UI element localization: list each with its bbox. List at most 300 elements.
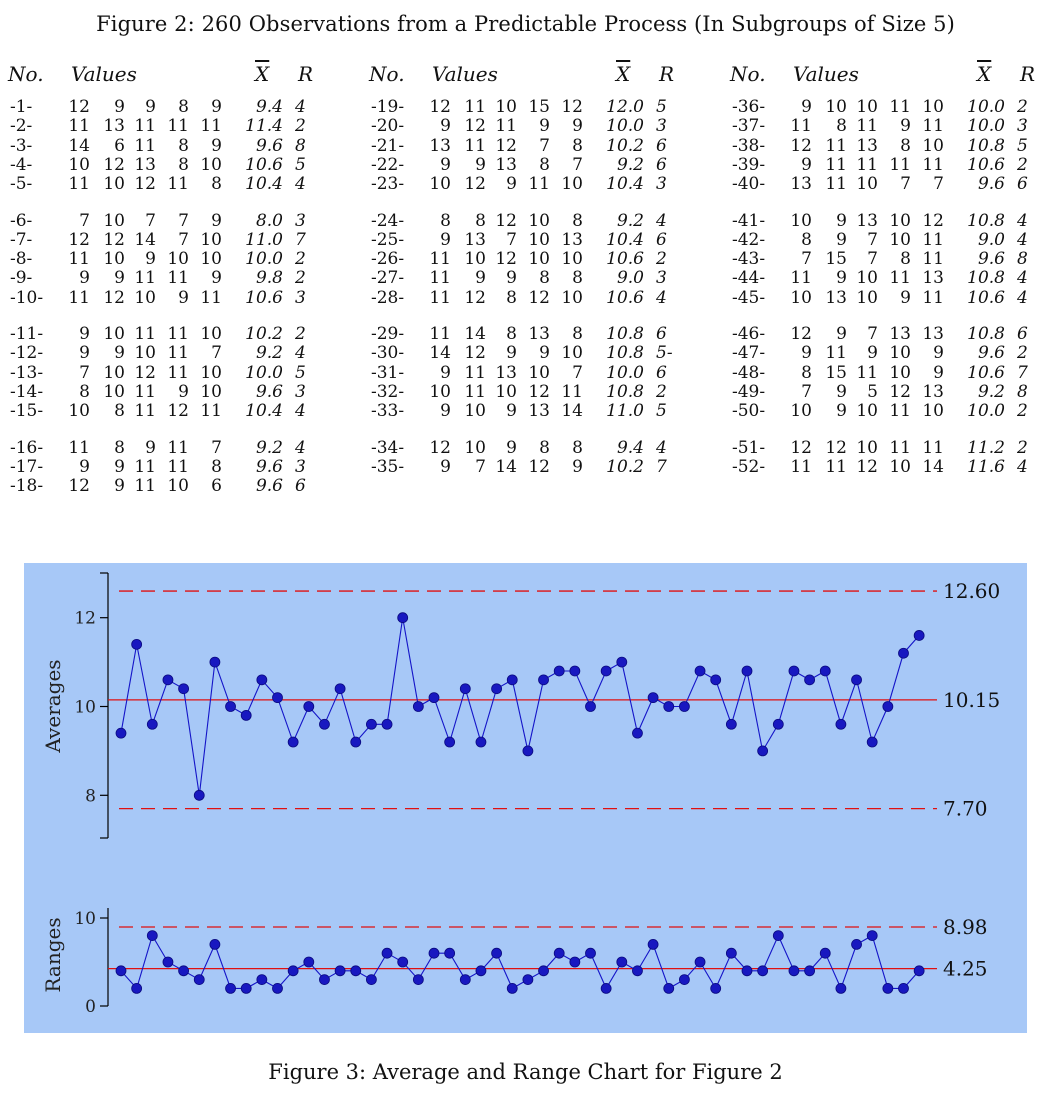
subgroup-average: 10.4 xyxy=(606,174,644,195)
observation-value: 9 xyxy=(211,135,222,156)
observation-value: 11 xyxy=(134,116,156,137)
averages-data-point xyxy=(210,657,220,667)
observation-value: 10 xyxy=(856,401,878,422)
observation-value: 13 xyxy=(528,324,550,344)
observation-value: 13 xyxy=(495,154,517,175)
subgroup-average: 10.8 xyxy=(967,135,1005,156)
observation-value: 10 xyxy=(103,324,125,344)
observation-value: 13 xyxy=(561,229,583,250)
observation-value: 13 xyxy=(528,401,550,422)
observation-value: 10 xyxy=(464,401,486,422)
subgroup-number: -19- xyxy=(371,97,405,117)
observation-value: 10 xyxy=(889,229,911,250)
observation-value: 10 xyxy=(561,343,583,364)
observation-value: 11 xyxy=(825,135,847,156)
observation-value: 12 xyxy=(103,229,125,250)
observation-value: 9 xyxy=(801,343,812,364)
subgroup-number: -3- xyxy=(10,135,33,156)
ranges-data-point xyxy=(413,975,423,985)
observation-value: 11 xyxy=(200,116,222,137)
observation-value: 7 xyxy=(475,456,486,477)
subgroup-number: -35- xyxy=(371,456,405,477)
observation-value: 10 xyxy=(134,287,156,308)
header-values: Values xyxy=(793,62,859,86)
ranges-data-point xyxy=(789,966,799,976)
averages-data-point xyxy=(382,719,392,729)
ranges-data-point xyxy=(805,966,815,976)
observation-value: 14 xyxy=(68,135,90,156)
header-r: R xyxy=(1020,62,1036,86)
observation-value: 11 xyxy=(134,324,156,344)
observation-value: 8 xyxy=(572,437,583,458)
observation-value: 11 xyxy=(167,437,189,458)
subgroup-average: 10.4 xyxy=(245,174,283,195)
ranges-data-point xyxy=(773,931,783,941)
ranges-data-point xyxy=(648,939,658,949)
subgroup-range: 4 xyxy=(656,210,667,231)
subgroup-range: 6 xyxy=(656,229,667,250)
averages-series-line xyxy=(121,618,919,796)
subgroup-range: 4 xyxy=(295,343,306,364)
observation-value: 7 xyxy=(79,210,90,231)
observation-value: 9 xyxy=(836,324,847,344)
observation-value: 9 xyxy=(836,268,847,289)
observation-value: 12 xyxy=(464,343,486,364)
subgroup-average: 10.8 xyxy=(967,210,1005,231)
subgroup-range: 7 xyxy=(656,456,667,477)
observation-value: 11 xyxy=(167,116,189,137)
subgroup-range: 5 xyxy=(656,97,667,117)
subgroup-number: -41- xyxy=(732,210,766,231)
observation-value: 9 xyxy=(506,437,517,458)
ranges-data-point xyxy=(507,983,517,993)
observation-value: 10 xyxy=(429,174,451,195)
averages-data-point xyxy=(773,719,783,729)
averages-y-tick-label: 8 xyxy=(85,786,96,807)
subgroup-range: 2 xyxy=(295,268,306,289)
ranges-data-point xyxy=(163,957,173,967)
observation-value: 11 xyxy=(200,401,222,422)
subgroup-number: -52- xyxy=(732,456,766,477)
subgroup-range: 7 xyxy=(1017,362,1028,383)
observation-value: 8 xyxy=(572,324,583,344)
subgroup-number: -46- xyxy=(732,324,766,344)
subgroup-number: -50- xyxy=(732,401,766,422)
observation-value: 10 xyxy=(103,381,125,402)
ranges-data-point xyxy=(664,983,674,993)
subgroup-average: 10.8 xyxy=(606,381,644,402)
subgroup-average: 11.4 xyxy=(245,116,283,137)
observation-value: 12 xyxy=(790,437,812,458)
observation-value: 13 xyxy=(495,362,517,383)
observation-value: 10 xyxy=(889,210,911,231)
observation-value: 12 xyxy=(68,229,90,250)
ranges-upper-limit-label: 8.98 xyxy=(943,914,988,939)
averages-data-point xyxy=(820,666,830,676)
ranges-data-point xyxy=(366,975,376,985)
observation-value: 9 xyxy=(539,116,550,137)
subgroup-number: -28- xyxy=(371,287,405,308)
averages-data-point xyxy=(726,719,736,729)
observation-value: 7 xyxy=(572,362,583,383)
averages-data-point xyxy=(179,684,189,694)
subgroup-average: 9.0 xyxy=(977,229,1005,250)
subgroup-average: 10.2 xyxy=(245,324,283,344)
subgroup-average: 10.0 xyxy=(606,362,644,383)
subgroup-range: 3 xyxy=(295,456,306,477)
subgroup-number: -47- xyxy=(732,343,766,364)
observation-value: 8 xyxy=(572,268,583,289)
subgroup-number: -5- xyxy=(10,174,33,195)
observation-value: 8 xyxy=(79,381,90,402)
observation-value: 7 xyxy=(867,249,878,270)
averages-y-tick-label: 12 xyxy=(74,608,96,629)
ranges-data-point xyxy=(460,975,470,985)
observation-value: 9 xyxy=(211,97,222,117)
averages-data-point xyxy=(758,746,768,756)
observation-value: 10 xyxy=(856,287,878,308)
observation-value: 12 xyxy=(68,476,90,497)
observation-value: 10 xyxy=(561,174,583,195)
subgroup-range: 4 xyxy=(295,97,306,117)
observation-value: 8 xyxy=(506,324,517,344)
averages-upper-limit-label: 12.60 xyxy=(943,579,1001,604)
observation-value: 9 xyxy=(475,154,486,175)
figure-2-title: Figure 2: 260 Observations from a Predictable Process (In Subgroups of Size 5) xyxy=(96,12,955,36)
subgroup-average: 8.0 xyxy=(255,210,283,231)
subgroup-number: -22- xyxy=(371,154,405,175)
observation-value: 11 xyxy=(464,135,486,156)
subgroup-average: 10.8 xyxy=(606,343,644,364)
subgroup-range: 6 xyxy=(656,324,667,344)
subgroup-range: 4 xyxy=(295,401,306,422)
observation-value: 12 xyxy=(790,135,812,156)
observation-value: 9 xyxy=(211,210,222,231)
ranges-data-point xyxy=(492,948,502,958)
observation-value: 11 xyxy=(889,401,911,422)
observation-value: 11 xyxy=(134,268,156,289)
observation-value: 9 xyxy=(114,456,125,477)
averages-data-point xyxy=(805,675,815,685)
observation-value: 9 xyxy=(867,343,878,364)
observation-value: 9 xyxy=(506,268,517,289)
observation-value: 9 xyxy=(145,437,156,458)
observation-value: 11 xyxy=(889,154,911,175)
ranges-data-point xyxy=(539,966,549,976)
observation-value: 11 xyxy=(464,381,486,402)
subgroup-number: -43- xyxy=(732,249,766,270)
observation-value: 10 xyxy=(790,401,812,422)
subgroup-number: -45- xyxy=(732,287,766,308)
observation-value: 10 xyxy=(167,249,189,270)
subgroup-range: 3 xyxy=(1017,116,1028,137)
subgroup-average: 10.0 xyxy=(245,362,283,383)
subgroup-average: 9.0 xyxy=(616,268,644,289)
observation-value: 10 xyxy=(889,343,911,364)
observation-value: 12 xyxy=(103,154,125,175)
averages-data-point xyxy=(476,737,486,747)
observation-value: 10 xyxy=(200,249,222,270)
subgroup-range: 2 xyxy=(656,381,667,402)
observation-value: 11 xyxy=(134,456,156,477)
observation-value: 7 xyxy=(900,174,911,195)
observation-value: 10 xyxy=(922,97,944,117)
ranges-data-point xyxy=(210,939,220,949)
observation-value: 9 xyxy=(836,229,847,250)
averages-data-point xyxy=(304,702,314,712)
subgroup-number: -21- xyxy=(371,135,405,156)
header-xbar: $\overline{X}$ xyxy=(977,62,992,86)
ranges-data-point xyxy=(820,948,830,958)
averages-y-tick-label: 10 xyxy=(74,697,96,718)
subgroup-range: 8 xyxy=(1017,249,1028,270)
ranges-data-point xyxy=(742,966,752,976)
averages-data-point xyxy=(664,702,674,712)
observation-value: 13 xyxy=(856,210,878,231)
observation-value: 12 xyxy=(495,210,517,231)
subgroup-average: 9.8 xyxy=(255,268,283,289)
averages-data-point xyxy=(648,693,658,703)
averages-data-point xyxy=(241,710,251,720)
observation-value: 11 xyxy=(134,401,156,422)
observation-value: 12 xyxy=(495,249,517,270)
ranges-y-label: Ranges xyxy=(41,917,65,993)
subgroup-average: 10.8 xyxy=(967,324,1005,344)
observation-value: 8 xyxy=(539,154,550,175)
observation-value: 6 xyxy=(211,476,222,497)
subgroup-average: 10.6 xyxy=(606,287,644,308)
averages-lower-limit-label: 7.70 xyxy=(943,796,988,821)
subgroup-number: -32- xyxy=(371,381,405,402)
average-range-chart xyxy=(24,563,1027,1033)
observation-value: 10 xyxy=(200,154,222,175)
subgroup-range: 6 xyxy=(295,476,306,497)
observation-value: 8 xyxy=(114,401,125,422)
subgroup-range: 5 xyxy=(656,401,667,422)
subgroup-number: -13- xyxy=(10,362,44,383)
observation-value: 8 xyxy=(178,154,189,175)
observation-value: 15 xyxy=(528,97,550,117)
observation-value: 12 xyxy=(561,97,583,117)
observation-value: 11 xyxy=(68,116,90,137)
observation-value: 10 xyxy=(561,287,583,308)
observation-value: 10 xyxy=(200,381,222,402)
observation-value: 11 xyxy=(495,116,517,137)
ranges-data-point xyxy=(116,966,126,976)
averages-data-point xyxy=(867,737,877,747)
ranges-data-point xyxy=(273,983,283,993)
observation-value: 8 xyxy=(539,268,550,289)
subgroup-range: 2 xyxy=(295,116,306,137)
observation-value: 12 xyxy=(134,174,156,195)
subgroup-range: 4 xyxy=(295,174,306,195)
subgroup-average: 10.0 xyxy=(967,401,1005,422)
averages-data-point xyxy=(539,675,549,685)
observation-value: 7 xyxy=(933,174,944,195)
observation-value: 10 xyxy=(856,97,878,117)
averages-data-point xyxy=(914,630,924,640)
subgroup-number: -24- xyxy=(371,210,405,231)
averages-data-point xyxy=(742,666,752,676)
observation-value: 9 xyxy=(79,343,90,364)
observation-value: 5 xyxy=(867,381,878,402)
observation-value: 7 xyxy=(178,229,189,250)
observation-value: 11 xyxy=(167,268,189,289)
observation-value: 12 xyxy=(922,210,944,231)
subgroup-number: -9- xyxy=(10,268,33,289)
subgroup-number: -34- xyxy=(371,437,405,458)
subgroup-number: -44- xyxy=(732,268,766,289)
subgroup-number: -36- xyxy=(732,97,766,117)
ranges-data-point xyxy=(570,957,580,967)
observation-value: 11 xyxy=(429,268,451,289)
subgroup-range: 5- xyxy=(656,343,673,364)
observation-value: 11 xyxy=(561,381,583,402)
observation-value: 11 xyxy=(790,116,812,137)
observation-value: 11 xyxy=(856,116,878,137)
observation-value: 10 xyxy=(103,362,125,383)
observation-value: 8 xyxy=(801,362,812,383)
observation-value: 12 xyxy=(429,437,451,458)
observation-value: 7 xyxy=(79,362,90,383)
observation-value: 10 xyxy=(200,229,222,250)
averages-data-point xyxy=(899,648,909,658)
header-no: No. xyxy=(8,62,44,86)
averages-data-point xyxy=(460,684,470,694)
averages-data-point xyxy=(132,639,142,649)
observation-value: 9 xyxy=(145,249,156,270)
subgroup-average: 10.2 xyxy=(606,135,644,156)
averages-data-point xyxy=(695,666,705,676)
subgroup-average: 9.6 xyxy=(255,456,283,477)
subgroup-average: 9.4 xyxy=(616,437,644,458)
observation-value: 9 xyxy=(801,154,812,175)
observation-value: 11 xyxy=(790,456,812,477)
observation-value: 9 xyxy=(440,229,451,250)
subgroup-range: 3 xyxy=(295,287,306,308)
observation-value: 11 xyxy=(68,437,90,458)
subgroup-range: 4 xyxy=(1017,268,1028,289)
subgroup-range: 2 xyxy=(1017,154,1028,175)
header-values: Values xyxy=(71,62,137,86)
averages-data-point xyxy=(632,728,642,738)
observation-value: 9 xyxy=(539,343,550,364)
subgroup-range: 2 xyxy=(1017,401,1028,422)
averages-center-line-label: 10.15 xyxy=(943,687,1001,712)
observation-value: 11 xyxy=(68,287,90,308)
observation-value: 11 xyxy=(889,268,911,289)
observation-value: 8 xyxy=(572,210,583,231)
subgroup-number: -1- xyxy=(10,97,33,117)
subgroup-range: 4 xyxy=(295,437,306,458)
observation-value: 11 xyxy=(429,287,451,308)
subgroup-average: 10.8 xyxy=(967,268,1005,289)
observation-value: 10 xyxy=(856,437,878,458)
observation-value: 9 xyxy=(475,268,486,289)
observation-value: 9 xyxy=(178,287,189,308)
observation-value: 11 xyxy=(200,287,222,308)
ranges-data-point xyxy=(852,939,862,949)
ranges-series-line xyxy=(121,936,919,989)
observation-value: 13 xyxy=(464,229,486,250)
subgroup-range: 4 xyxy=(1017,210,1028,231)
ranges-data-point xyxy=(335,966,345,976)
observation-value: 10 xyxy=(68,154,90,175)
subgroup-number: -12- xyxy=(10,343,44,364)
observation-value: 6 xyxy=(114,135,125,156)
observation-value: 12 xyxy=(68,97,90,117)
subgroup-range: 3 xyxy=(656,268,667,289)
subgroup-range: 6 xyxy=(1017,324,1028,344)
averages-data-point xyxy=(194,790,204,800)
observation-value: 10 xyxy=(200,362,222,383)
subgroup-average: 9.6 xyxy=(977,249,1005,270)
averages-data-point xyxy=(429,693,439,703)
observation-value: 8 xyxy=(539,437,550,458)
subgroup-number: -14- xyxy=(10,381,44,402)
header-xbar: $\overline{X}$ xyxy=(255,62,270,86)
averages-data-point xyxy=(523,746,533,756)
ranges-data-point xyxy=(304,957,314,967)
subgroup-range: 7 xyxy=(295,229,306,250)
averages-data-point xyxy=(226,702,236,712)
observation-value: 11 xyxy=(889,97,911,117)
header-no: No. xyxy=(369,62,405,86)
observation-value: 7 xyxy=(539,135,550,156)
observation-value: 11 xyxy=(856,154,878,175)
ranges-y-tick-label: 10 xyxy=(74,909,96,929)
observation-value: 8 xyxy=(178,97,189,117)
observation-value: 9 xyxy=(79,268,90,289)
observation-value: 12 xyxy=(495,135,517,156)
ranges-data-point xyxy=(836,983,846,993)
ranges-data-point xyxy=(867,931,877,941)
subgroup-range: 2 xyxy=(1017,343,1028,364)
subgroup-average: 11.0 xyxy=(606,401,644,422)
averages-data-point xyxy=(147,719,157,729)
observation-value: 15 xyxy=(825,362,847,383)
ranges-data-point xyxy=(147,931,157,941)
subgroup-number: -8- xyxy=(10,249,33,270)
subgroup-number: -7- xyxy=(10,229,33,250)
observation-value: 8 xyxy=(211,456,222,477)
observation-value: 13 xyxy=(790,174,812,195)
averages-data-point xyxy=(319,719,329,729)
subgroup-range: 3 xyxy=(656,174,667,195)
observation-value: 12 xyxy=(464,116,486,137)
observation-value: 10 xyxy=(103,174,125,195)
averages-data-point xyxy=(351,737,361,747)
subgroup-range: 4 xyxy=(1017,229,1028,250)
observation-value: 12 xyxy=(528,381,550,402)
subgroup-average: 11.0 xyxy=(245,229,283,250)
observation-value: 9 xyxy=(440,362,451,383)
observation-value: 7 xyxy=(145,210,156,231)
observation-value: 10 xyxy=(856,174,878,195)
observation-value: 8 xyxy=(114,437,125,458)
observation-value: 12 xyxy=(103,287,125,308)
subgroup-average: 9.2 xyxy=(255,437,283,458)
averages-data-point xyxy=(586,702,596,712)
ranges-data-point xyxy=(632,966,642,976)
observation-value: 10 xyxy=(68,401,90,422)
observation-value: 7 xyxy=(506,229,517,250)
subgroup-average: 10.6 xyxy=(967,362,1005,383)
observation-value: 9 xyxy=(440,154,451,175)
ranges-data-point xyxy=(241,983,251,993)
subgroup-number: -10- xyxy=(10,287,44,308)
chart-panel xyxy=(24,563,1027,1033)
